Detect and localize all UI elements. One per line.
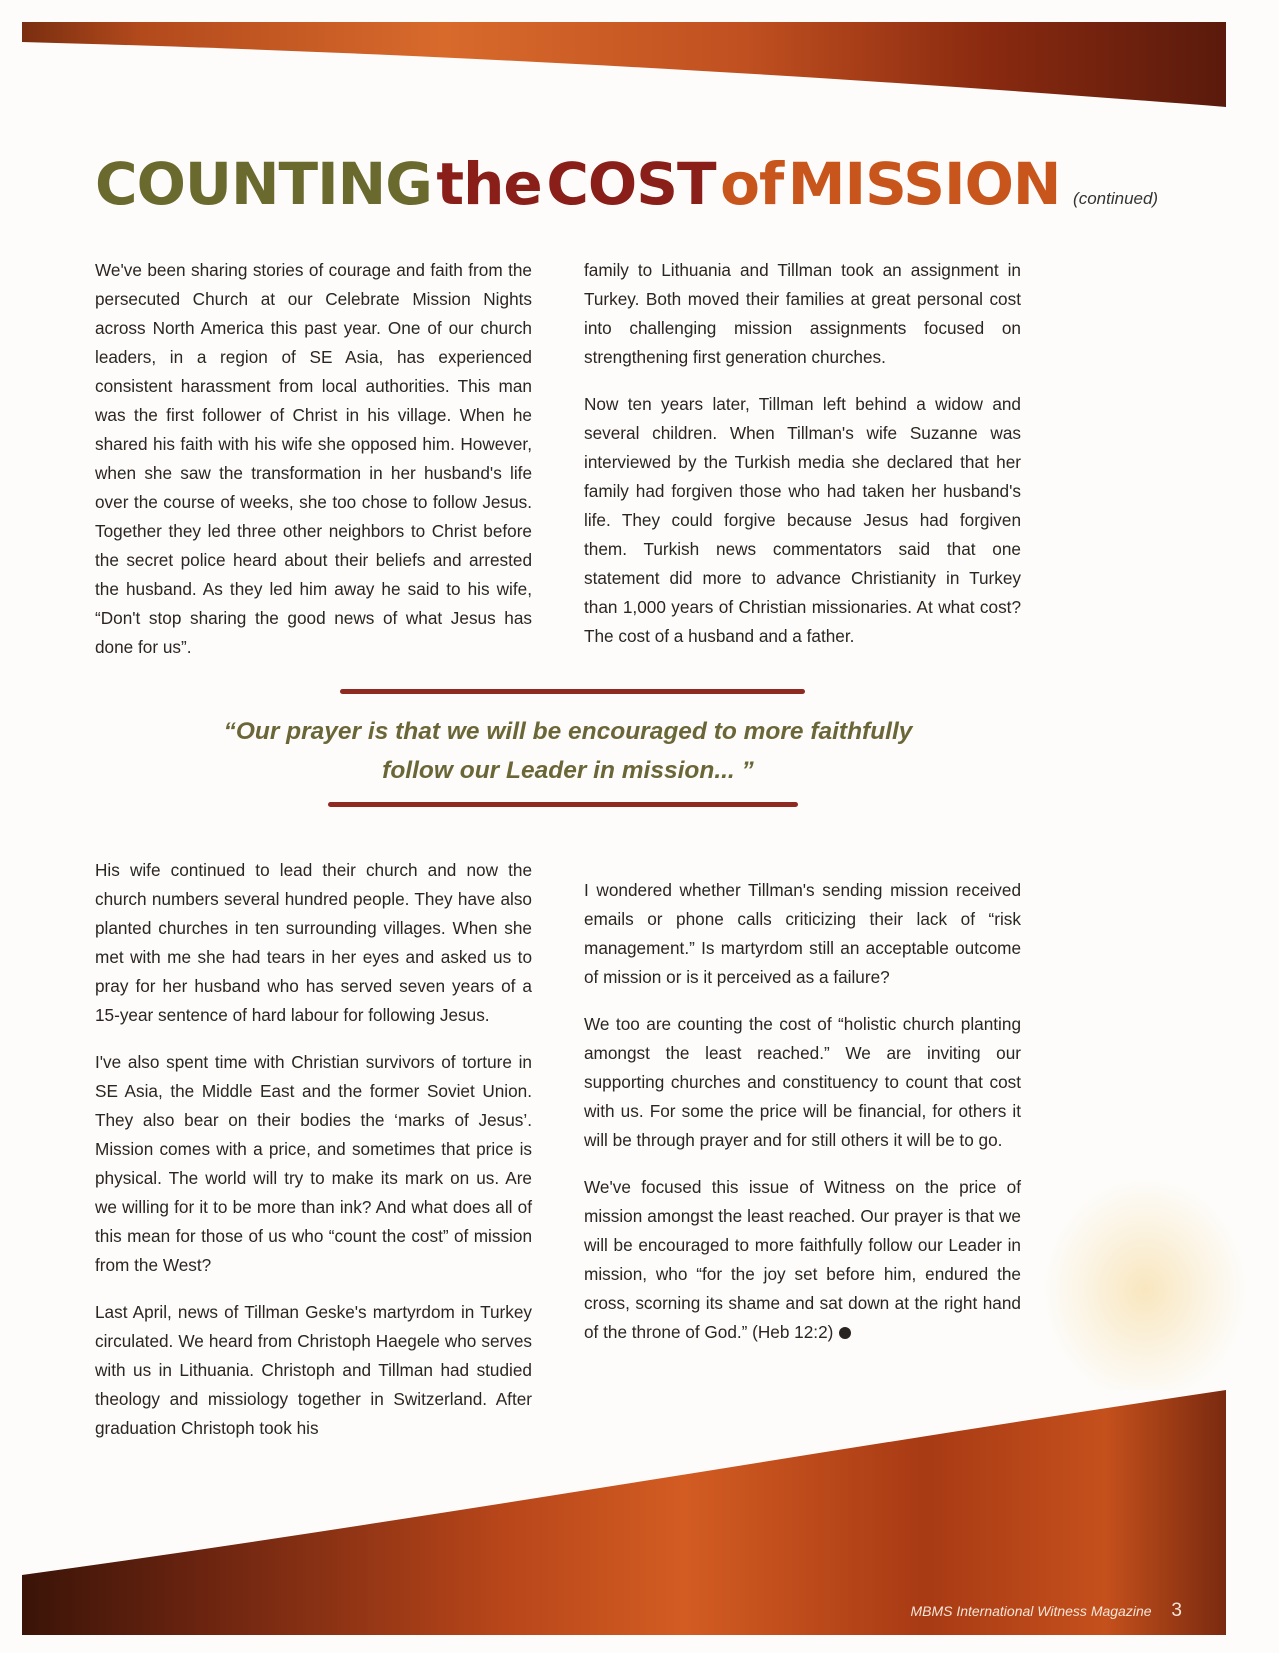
paragraph: Now ten years later, Tillman left behind a widow and several children. When Tillman's wife Suzanne was interviewed by the Turkish media she declared that her family had forgiven those who had taken her husband's life. They could forgive because Jesus had forgiven them. Turkish news commentators said that one statement did more to advance Christianity in Turkey than 1,000 years of Christian missionaries. At what cost? The cost of a husband and a father.: [584, 394, 1021, 646]
paragraph-final: [584, 1173, 1021, 1347]
page-footer: [910, 1600, 1182, 1622]
title-word-the: the: [436, 150, 542, 218]
end-of-article-icon: [839, 1327, 851, 1339]
paragraph: We've been sharing stories of courage and faith from the persecuted Church at our Celebrate Mission Nights across North America this past year. One of our church leaders, in a region of SE Asia, has experienced consistent harassment from local authorities. This man was the first follower of Christ in his village. When he shared his faith with his wife she opposed him. However, when she saw the transformation in her husband's life over the course of weeks, she too chose to follow Jesus. Together they led three other neighbors to Christ before the secret police heard about their beliefs and arrested the husband. As they led him away he said to his wife, “Don't stop sharing the good news of what Jesus has done for us”.: [95, 260, 532, 657]
article-column-2: [584, 256, 1021, 669]
quote-rule-bottom: [328, 802, 798, 807]
article-column-1: [95, 256, 532, 680]
paragraph: His wife continued to lead their church and now the church numbers several hundred people. They have also planted churches in ten surrounding villages. When she met with me she had tears in her eyes and asked us to pray for her husband who has served seven years of a 15-year sentence of hard labour for following Jesus.: [95, 860, 532, 1025]
article-column-4: [584, 876, 1021, 1365]
title-word-mission: MISSION: [787, 150, 1061, 218]
pull-quote-line-1: “Our prayer is that we will be encouraged to more faithfully: [223, 718, 913, 745]
decorative-glow: [1045, 1180, 1245, 1400]
paragraph: I wondered whether Tillman's sending mission received emails or phone calls criticizing their lack of “risk management.” Is martyrdom still an acceptable outcome of mission or is it perceived as a failure?: [584, 880, 1021, 987]
quote-rule-top: [340, 689, 805, 694]
top-banner-mask: [22, 22, 1226, 117]
magazine-name: MBMS International Witness Magazine: [910, 1603, 1152, 1619]
pull-quote-line-2: follow our Leader in mission... ”: [382, 757, 754, 784]
page-number: 3: [1171, 1600, 1182, 1621]
title-word-counting: COUNTING: [95, 150, 432, 218]
paragraph: I've also spent time with Christian survivors of torture in SE Asia, the Middle East and the former Soviet Union. They also bear on their bodies the ‘marks of Jesus’. Mission comes with a price, and sometimes that price is physical. The world will try to make its mark on us. Are we willing for it to be more than ink? And what does all of this mean for those of us who “count the cost” of mission from the West?: [95, 1052, 532, 1275]
paragraph-text: We've focused this issue of Witness on the price of mission amongst the least reached. Our prayer is that we will be encouraged to more faithfully follow our Leader in mission, who “for the joy set before him, endured the cross, scorning its shame and sat down at the right hand of the throne of God.” (Heb 12:2): [584, 1177, 1021, 1342]
title-word-cost: COST: [546, 150, 716, 218]
pull-quote: [160, 712, 976, 790]
top-banner: [22, 22, 1226, 117]
paragraph: Last April, news of Tillman Geske's martyrdom in Turkey circulated. We heard from Christoph Haegele who serves with us in Lithuania. Christoph and Tillman had studied theology and missiology together in Switzerland. After graduation Christoph took his: [95, 1302, 532, 1438]
page-title: [95, 150, 1158, 230]
title-word-of: of: [720, 150, 784, 218]
title-continued: (continued): [1073, 189, 1159, 208]
paragraph: family to Lithuania and Tillman took an assignment in Turkey. Both moved their families at great personal cost into challenging mission assignments focused on strengthening first generation churches.: [584, 260, 1021, 367]
article-column-3: [95, 856, 532, 1461]
paragraph: We too are counting the cost of “holistic church planting amongst the least reached.” We are inviting our supporting churches and constituency to count that cost with us. For some the price will be financial, for others it will be through prayer and for still others it will be to go.: [584, 1014, 1021, 1150]
